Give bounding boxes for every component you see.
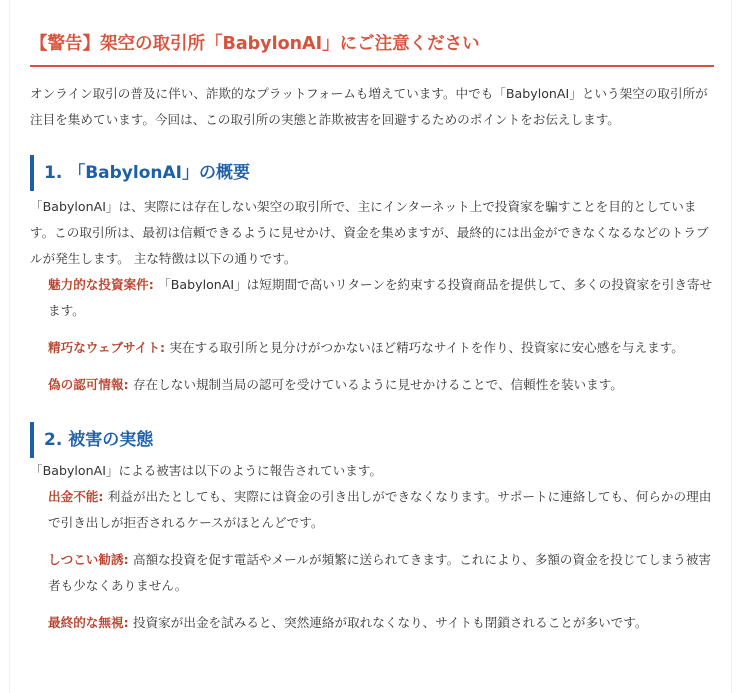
feature-term: 魅力的な投資案件 (48, 277, 149, 292)
article-content (30, 0, 714, 636)
damage-text: 高額な投資を促す電話やメールが頻繁に送られてきます。これにより、多額の資金を投じてしまう被害者も少なくありません。 (48, 552, 712, 593)
feature-text: 「BabylonAI」は短期間で高いリターンを約束する投資商品を提供して、多くの投資家を引き寄せます。 (48, 277, 713, 318)
feature-item (48, 335, 714, 361)
feature-list (30, 272, 714, 398)
section-heading-overview (30, 155, 714, 191)
damage-item (48, 610, 714, 636)
damage-term: 最終的な無視 (48, 615, 124, 630)
term-colon: : (159, 340, 170, 355)
term-colon: : (98, 489, 108, 504)
section-heading-text: 2. 被害の実態 (44, 430, 154, 450)
damage-text: 利益が出たとしても、実際には資金の引き出しができなくなります。サポートに連絡しても、何らかの理由で引き出しが拒否されるケースがほとんどです。 (48, 489, 712, 530)
damage-text: 投資家が出金を試みると、突然連絡が取れなくなり、サイトも閉鎖されることが多いです。 (132, 615, 648, 630)
feature-text: 存在しない規制当局の認可を受けているように見せかけることで、信頼性を装います。 (132, 377, 623, 392)
frame-right-border (731, 0, 732, 693)
damage-list (30, 484, 714, 636)
damage-term: 出金不能 (48, 489, 99, 504)
feature-term: 偽の認可情報 (48, 377, 124, 392)
heading-accent-bar (30, 155, 34, 191)
frame-left-border (9, 0, 10, 693)
feature-item (48, 272, 714, 324)
term-colon: : (123, 377, 133, 392)
feature-term: 精巧なウェブサイト (48, 340, 160, 355)
section-body-damage: 「BabylonAI」による被害は以下のように報告されています。 (30, 463, 382, 478)
section-body-overview: 「BabylonAI」は、実際には存在しない架空の取引所で、主にインターネット上で投資家を騙すことを目的としています。この取引所は、最初は信頼できるように見せかけ、資金を集めますが、最終的には出金ができなくなるなどのトラブルが発生します。 主な特徴は以下の通りです。 (30, 199, 709, 266)
damage-term: しつこい勧誘 (48, 552, 124, 567)
term-colon: : (148, 277, 159, 292)
feature-text: 実在する取引所と見分けがつかないほど精巧なサイトを作り、投資家に安心感を与えます。 (169, 340, 684, 355)
section-heading-text: 1. 「BabylonAI」の概要 (44, 163, 250, 183)
term-colon: : (123, 552, 133, 567)
article-title: 【警告】架空の取引所「BabylonAI」にご注意ください (30, 0, 714, 67)
feature-item (48, 372, 714, 398)
heading-accent-bar (30, 422, 34, 458)
section-heading-damage (30, 422, 714, 458)
damage-item (48, 547, 714, 599)
term-colon: : (123, 615, 133, 630)
intro-paragraph: オンライン取引の普及に伴い、詐欺的なプラットフォームも増えています。中でも「BabylonAI」という架空の取引所が注目を集めています。今回は、この取引所の実態と詐欺被害を回避するためのポイントをお伝えします。 (30, 86, 708, 127)
damage-item (48, 484, 714, 536)
